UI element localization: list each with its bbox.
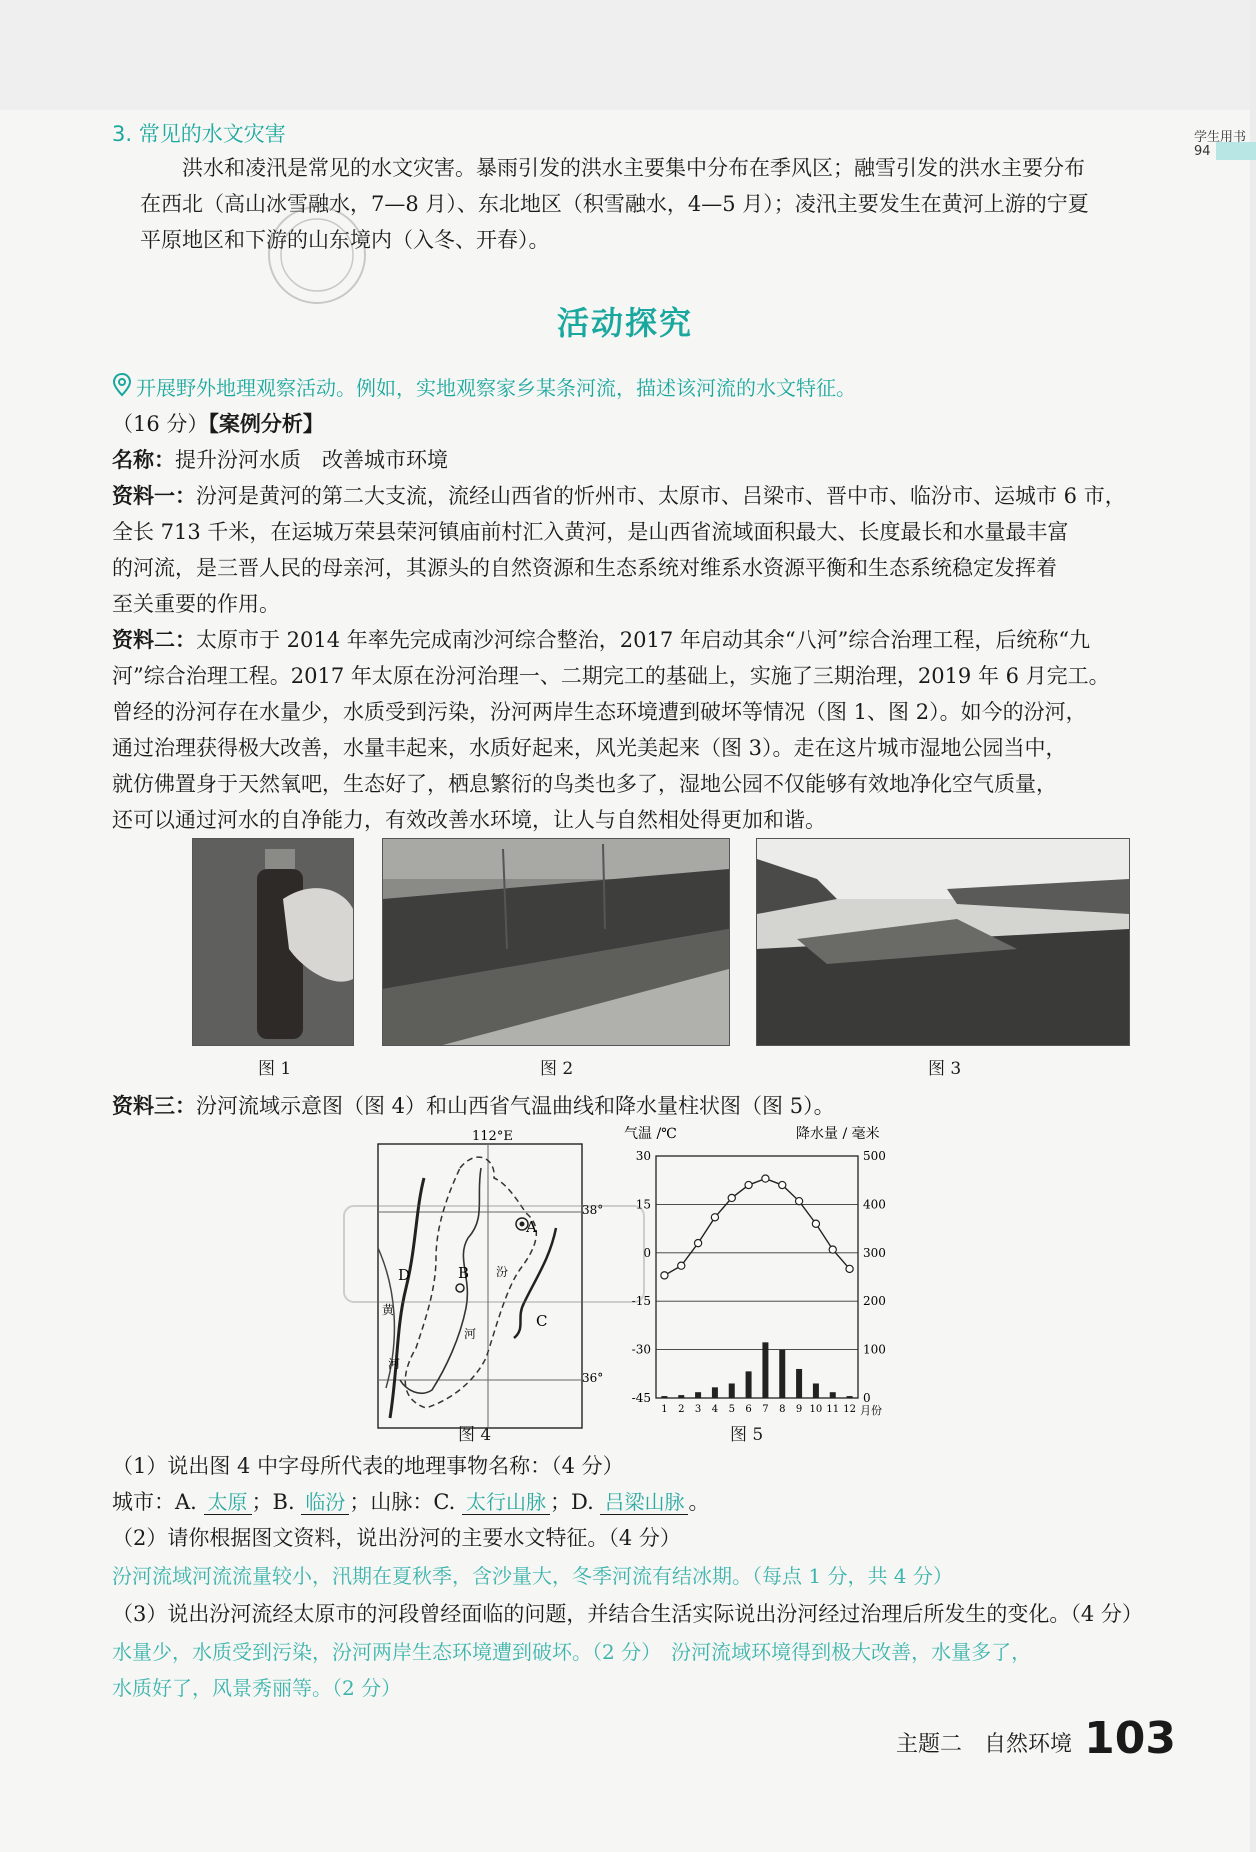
answer-b[interactable]: 临汾	[301, 1490, 349, 1515]
material1-text: 汾河是黄河的第二大支流，流经山西省的忻州市、太原市、吕梁市、晋中市、临汾市、运城市 6 市，	[196, 484, 1126, 508]
q1-b-label: ；B.	[251, 1490, 295, 1514]
map-label-c: C	[536, 1312, 548, 1330]
side-tab-label: 学生用书	[1194, 130, 1247, 145]
map-label-d: D	[398, 1266, 411, 1284]
precip-bar	[762, 1342, 768, 1398]
section3-line-2: 在西北（高山冰雪融水，7—8 月）、东北地区（积雪融水，4—5 月）；凌汛主要发生在黄河上游的宁夏	[140, 192, 1089, 216]
material1-line-1	[112, 478, 1126, 514]
left-tick-label: 30	[635, 1149, 651, 1163]
month-tick-label: 8	[779, 1404, 786, 1415]
map-label-huang: 黄	[382, 1303, 395, 1317]
case-header	[112, 406, 324, 442]
name-value: 提升汾河水质 改善城市环境	[175, 448, 448, 472]
temp-point	[779, 1181, 786, 1188]
name-line	[112, 442, 448, 478]
material1-line-3: 的河流，是三晋人民的母亲河，其源头的自然资源和生态系统对维系水资源平衡和生态系统稳定发挥着	[112, 556, 1057, 580]
map-label-he: 河	[388, 1357, 401, 1371]
case-tag: 【案例分析】	[208, 412, 324, 436]
activity-prompt: 开展野外地理观察活动。例如，实地观察家乡某条河流，描述该河流的水文特征。	[136, 376, 856, 400]
q1-mount-label: ；山脉：C.	[349, 1490, 456, 1514]
climate-chart	[620, 1124, 900, 1420]
map-label-a: A	[526, 1218, 537, 1236]
answer-3-line-2: 水质好了，风景秀丽等。（2 分）	[112, 1676, 402, 1700]
map-lat-bottom: 36°	[582, 1371, 604, 1385]
month-tick-label: 3	[694, 1404, 702, 1415]
month-tick-label: 9	[795, 1404, 803, 1415]
section3-heading: 3. 常见的水文灾害	[112, 122, 286, 146]
month-tick-label: 1	[661, 1404, 668, 1415]
side-tab	[1190, 120, 1250, 168]
page-number: 103	[1084, 1713, 1176, 1764]
photo-polluted-water-bottle	[192, 838, 354, 1046]
map-label-he2: 河	[464, 1327, 477, 1341]
q1-d-label: ；D.	[550, 1490, 594, 1514]
photo-damaged-riverbank	[382, 838, 730, 1046]
temp-point	[762, 1175, 769, 1182]
temp-point	[711, 1214, 718, 1221]
question-3: （3）说出汾河流经太原市的河段曾经面临的问题，并结合生活实际说出汾河经过治理后所发生的变化。（4 分）	[112, 1602, 1143, 1626]
left-tick-label: 15	[635, 1197, 651, 1212]
fig4-caption: 图 4	[458, 1425, 492, 1445]
answer-3-line-1: 水量少，水质受到污染，汾河两岸生态环境遭到破坏。（2 分） 汾河流域环境得到极大改善，水量多了，	[112, 1640, 1032, 1664]
photo-restored-river	[756, 838, 1130, 1046]
month-tick-label: 6	[745, 1404, 752, 1415]
material2-line-3: 曾经的汾河存在水量少，水质受到污染，汾河两岸生态环境遭到破坏等情况（图 1、图 2）。如今的汾河，	[112, 700, 1087, 724]
precip-bar	[796, 1369, 802, 1398]
fig3-caption: 图 3	[928, 1059, 962, 1079]
answer-2: 汾河流域河流流量较小，汛期在夏秋季，含沙量大，冬季河流有结冰期。（每点 1 分，共 4 分）	[112, 1564, 953, 1588]
stamp-watermark	[262, 200, 372, 310]
side-tab-number: 94	[1194, 144, 1211, 159]
temp-point	[795, 1198, 802, 1205]
right-tick-label: 200	[863, 1294, 886, 1309]
temp-point	[745, 1181, 752, 1188]
temp-point	[829, 1246, 836, 1253]
chart-plot-frame	[656, 1156, 858, 1398]
material2-line-1	[112, 622, 1090, 658]
chart-x-suffix: 月份	[860, 1404, 882, 1417]
material3-line	[112, 1088, 835, 1124]
temp-point	[846, 1265, 853, 1272]
answer-a[interactable]: 太原	[204, 1490, 252, 1515]
chart-left-axis-label: 气温 /℃	[624, 1126, 677, 1142]
temp-point	[812, 1220, 819, 1227]
precip-bar	[779, 1350, 785, 1398]
precip-bar	[678, 1395, 684, 1398]
material3-text: 汾河流域示意图（图 4）和山西省气温曲线和降水量柱状图（图 5）。	[196, 1094, 835, 1118]
precip-bar	[847, 1396, 853, 1398]
material1-line-2: 全长 713 千米，在运城万荣县荣河镇庙前村汇入黄河，是山西省流域面积最大、长度最长和水量最丰富	[112, 520, 1069, 544]
material2-line-6: 还可以通过河水的自净能力，有效改善水环境，让人与自然相处得更加和谐。	[112, 808, 826, 832]
precip-bar	[712, 1387, 718, 1398]
map-lat-top: 38°	[582, 1203, 604, 1217]
month-tick-label: 12	[843, 1404, 856, 1415]
temp-point	[661, 1272, 668, 1279]
material2-text: 太原市于 2014 年率先完成南沙河综合整治，2017 年启动其余“八河”综合治理工程，后统称“九	[196, 628, 1091, 652]
right-tick-label: 100	[863, 1342, 886, 1357]
month-tick-label: 4	[711, 1404, 719, 1415]
fig1-caption: 图 1	[258, 1059, 292, 1079]
scan-top-margin	[0, 0, 1250, 110]
month-tick-label: 11	[826, 1404, 840, 1415]
answer-c[interactable]: 太行山脉	[462, 1490, 550, 1515]
material2-line-2: 河”综合治理工程。2017 年太原在汾河治理一、二期完工的基础上，实施了三期治理，2019 年 6 月完工。	[112, 664, 1110, 688]
temp-point	[678, 1262, 685, 1269]
right-tick-label: 500	[863, 1149, 886, 1163]
fig2-caption: 图 2	[540, 1059, 574, 1079]
question-1-answer-line	[112, 1484, 709, 1520]
right-tick-label: 0	[863, 1391, 871, 1405]
material3-label: 资料三：	[112, 1094, 196, 1118]
material1-line-4: 至关重要的作用。	[112, 592, 280, 616]
month-tick-label: 7	[762, 1404, 769, 1415]
material2-line-5: 就仿佛置身于天然氧吧，生态好了，栖息繁衍的鸟类也多了，湿地公园不仅能够有效地净化空气质量，	[112, 772, 1057, 796]
score-tag: （16 分）	[112, 412, 209, 436]
section3-line-1: 洪水和凌汛是常见的水文灾害。暴雨引发的洪水主要集中分布在季风区；融雪引发的洪水主要分布	[182, 156, 1085, 180]
left-tick-label: -45	[631, 1391, 651, 1405]
precip-bar	[695, 1392, 701, 1398]
question-1: （1）说出图 4 中字母所代表的地理事物名称：（4 分）	[112, 1454, 624, 1478]
material2-line-4: 通过治理获得极大改善，水量丰起来，水质好起来，风光美起来（图 3）。走在这片城市湿地公园当中，	[112, 736, 1067, 760]
right-tick-label: 300	[863, 1245, 886, 1260]
left-tick-label: -30	[631, 1342, 651, 1357]
month-tick-label: 10	[809, 1404, 823, 1415]
temperature-line	[664, 1179, 849, 1276]
month-tick-label: 5	[728, 1404, 735, 1415]
map-label-b: B	[458, 1264, 470, 1282]
left-tick-label: -15	[631, 1294, 651, 1309]
chart-right-axis-label: 降水量 / 毫米	[796, 1126, 880, 1142]
precip-bar	[813, 1383, 819, 1398]
material2-label: 资料二：	[112, 628, 196, 652]
footer-section: 主题二 自然环境	[895, 1732, 1072, 1757]
fig5-caption: 图 5	[730, 1425, 764, 1445]
precip-bar	[661, 1396, 667, 1398]
q1-end: 。	[688, 1490, 710, 1514]
month-tick-label: 2	[678, 1404, 685, 1415]
precip-bar	[746, 1371, 752, 1398]
section3-line-3: 平原地区和下游的山东境内（入冬、开春）。	[140, 228, 550, 252]
q1-city-label: 城市：A.	[112, 1490, 197, 1514]
activity-title: 活动探究	[556, 304, 693, 342]
temp-point	[694, 1240, 701, 1247]
temp-point	[728, 1194, 735, 1201]
precip-bar	[830, 1392, 836, 1398]
material1-label: 资料一：	[112, 484, 196, 508]
question-2: （2）请你根据图文资料，说出汾河的主要水文特征。（4 分）	[112, 1526, 681, 1550]
answer-d[interactable]: 吕梁山脉	[600, 1490, 688, 1515]
watermark-text	[340, 1200, 660, 1310]
name-label: 名称：	[112, 448, 175, 472]
map-lon-label: 112°E	[472, 1129, 513, 1144]
right-tick-label: 400	[863, 1197, 886, 1212]
map-label-fen: 汾	[496, 1265, 509, 1279]
location-pin-icon	[112, 372, 132, 398]
precip-bar	[729, 1383, 735, 1398]
left-tick-label: 0	[643, 1245, 651, 1260]
